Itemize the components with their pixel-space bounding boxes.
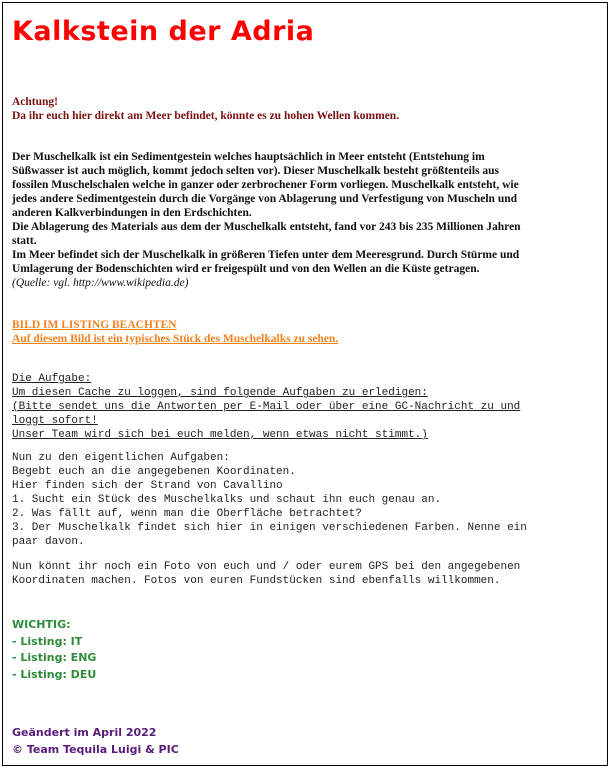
step-line: Begebt euch an die angegebenen Koordinaten. [12, 466, 296, 478]
warning-block [12, 95, 399, 123]
warning-text: Da ihr euch hier direkt am Meer befindet, könnte es zu hohen Wellen kommen. [12, 110, 400, 122]
listing-deu: - Listing: DEU [12, 667, 97, 681]
task-line: (Bitte sendet uns die Antworten per E-Mail oder über eine GC-Nachricht zu und [12, 401, 521, 413]
task-line: Unser Team wird sich bei euch melden, wenn etwas nicht stimmt.) [12, 429, 428, 441]
changed-date: Geändert im April 2022 [12, 726, 157, 739]
step-line: Nun zu den eigentlichen Aufgaben: [12, 452, 230, 464]
step-line: 2. Was fällt auf, wenn man die Oberfläche betrachtet? [12, 508, 362, 520]
copyright: © Team Tequila Luigi & PIC [12, 742, 179, 756]
description-line: Im Meer befindet sich der Muschelkalk in größeren Tiefen unter dem Meeresgrund. Durch Stürme und [12, 249, 520, 261]
description-line: Der Muschelkalk ist ein Sedimentgestein welches hauptsächlich in Meer entsteht (Entstehung im [12, 151, 485, 163]
description-line: statt. [12, 235, 37, 247]
photo-line: Koordinaten machen. Fotos von euren Fundstücken sind ebenfalls willkommen. [12, 575, 501, 587]
task-line: Die Aufgabe: [12, 373, 92, 385]
description-line: fossilen Muschelschalen welche in ganzer oder zerbrochener Form vorliegen. Muschelkalk entsteht, wie [12, 179, 519, 191]
source-citation: (Quelle: vgl. http://www.wikipedia.de) [12, 277, 189, 289]
image-note [12, 318, 338, 346]
description-line: Süßwasser ist auch möglich, kommt jedoch selten vor). Dieser Muschelkalk besteht größtenteils aus [12, 165, 500, 177]
photo-block [12, 560, 520, 588]
task-line: loggt sofort! [12, 415, 98, 427]
image-note-text: Auf diesem Bild ist ein typisches Stück des Muschelkalks zu sehen. [12, 333, 339, 345]
description-line: Die Ablagerung des Materials aus dem der Muschelkalk entsteht, fand vor 243 bis 235 Millionen Jahren [12, 221, 521, 233]
steps-block [12, 451, 527, 549]
photo-line: Nun könnt ihr noch ein Foto von euch und / oder eurem GPS bei den angegebenen [12, 561, 521, 573]
important-block [12, 617, 96, 683]
warning-heading: Achtung! [12, 96, 59, 108]
task-line: Um diesen Cache zu loggen, sind folgende Aufgaben zu erledigen: [12, 387, 428, 399]
page-title: Kalkstein der Adria [12, 16, 315, 47]
important-heading: WICHTIG: [12, 618, 71, 631]
listing-it: - Listing: IT [12, 634, 83, 648]
task-block [12, 372, 520, 442]
step-line: 1. Sucht ein Stück des Muschelkalks und schaut ihn euch genau an. [12, 494, 442, 506]
step-line: 3. Der Muschelkalk findet sich hier in einigen verschiedenen Farben. Nenne ein [12, 522, 527, 534]
image-note-heading: BILD IM LISTING BEACHTEN [12, 319, 177, 331]
listing-eng: - Listing: ENG [12, 651, 97, 664]
description-line: anderen Kalkverbindungen in den Erdschichten. [12, 207, 252, 219]
description-block [12, 150, 592, 290]
step-line: paar davon. [12, 536, 85, 548]
description-line: jedes andere Sedimentgestein durch die Vorgänge von Ablagerung und Verfestigung von Muscheln und [12, 193, 518, 205]
description-line: Umlagerung der Bodenschichten wird er freigespült und von den Wellen an die Küste getragen. [12, 263, 480, 275]
footer [12, 725, 179, 758]
step-line: Hier finden sich der Strand von Cavallino [12, 480, 283, 492]
